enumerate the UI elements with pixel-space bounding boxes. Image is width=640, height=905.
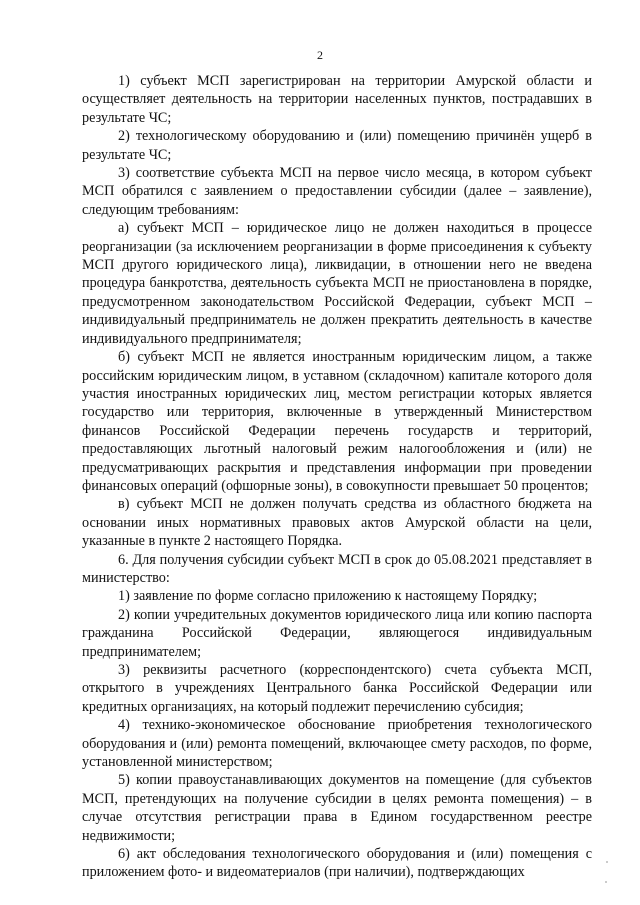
scan-speck xyxy=(606,861,608,863)
list-item-5: 5) копии правоустанавливающих документов на помещение (для субъектов МСП, претендующих на получение субсидии в целях ремонта помещения) – в случае отсутствия регистрации права в Едином государственном реестре недвижимости; xyxy=(82,772,592,844)
list-item-2: 2) копии учредительных документов юридического лица или копию паспорта гражданина Российской Федерации, являющегося индивидуальным предпринимателем; xyxy=(82,606,592,660)
paragraph-v: в) субъект МСП не должен получать средства из областного бюджета на основании иных нормативных правовых актов Амурской области на цели, указанные в пункте 2 настоящего Порядка. xyxy=(82,496,592,550)
list-item-4: 4) технико-экономическое обоснование приобретения технологического оборудования и (или) ремонта помещений, включающее смету расходов, по форме, установленной министерством; xyxy=(82,717,592,771)
paragraph-b: б) субъект МСП не является иностранным юридическим лицом, а также российским юридическим лицом, в уставном (складочном) капитале которого доля участия иностранных юридических лиц, местом регистрации которых является государство или территория, включенные в утвержденный Министерством финансов Российской Федерации перечень государств и территорий, предоставляющих льготный налоговый режим налогообложения и (или) не предусматривающих раскрытия и представления информации при проведении финансовых операций (офшорные зоны), в совокупности превышает 50 процентов; xyxy=(82,349,592,494)
paragraph-2: 2) технологическому оборудованию и (или) помещению причинён ущерб в результате ЧС; xyxy=(82,128,592,163)
list-item-3: 3) реквизиты расчетного (корреспондентского) счета субъекта МСП, открытого в учреждениях Центрального банка Российской Федерации или кредитных организациях, на который подлежит перечислению субсидия; xyxy=(82,662,592,715)
paragraph-3: 3) соответствие субъекта МСП на первое число месяца, в котором субъект МСП обратился с заявлением о предоставлении субсидии (далее – заявление), следующим требованиям: xyxy=(82,165,592,218)
scan-specks xyxy=(604,855,610,895)
list-item-6: 6) акт обследования технологического оборудования и (или) помещения с приложением фото- и видеоматериалов (при наличии), подтверждающих xyxy=(82,846,592,881)
scan-speck xyxy=(605,881,607,883)
paragraph-1: 1) субъект МСП зарегистрирован на территории Амурской области и осуществляет деятельность на территории населенных пунктов, пострадавших в результате ЧС; xyxy=(82,73,592,126)
document-body xyxy=(82,72,592,882)
page-number: 2 xyxy=(317,48,323,62)
paragraph-item-6: 6. Для получения субсидии субъект МСП в срок до 05.08.2021 представляет в министерство: xyxy=(82,551,592,586)
list-item-1: 1) заявление по форме согласно приложению к настоящему Порядку; xyxy=(118,588,538,605)
paragraph-a: а) субъект МСП – юридическое лицо не должен находиться в процессе реорганизации (за исключением реорганизации в форме присоединения к субъекту МСП другого юридического лица), ликвидации, в отношении него не введена процедура банкротства, деятельность субъекта МСП не приостановлена в порядке, предусмотренном законодательством Российской Федерации, субъект МСП – индивидуальный предприниматель не должен прекратить деятельность в качестве индивидуального предпринимателя; xyxy=(82,220,592,347)
